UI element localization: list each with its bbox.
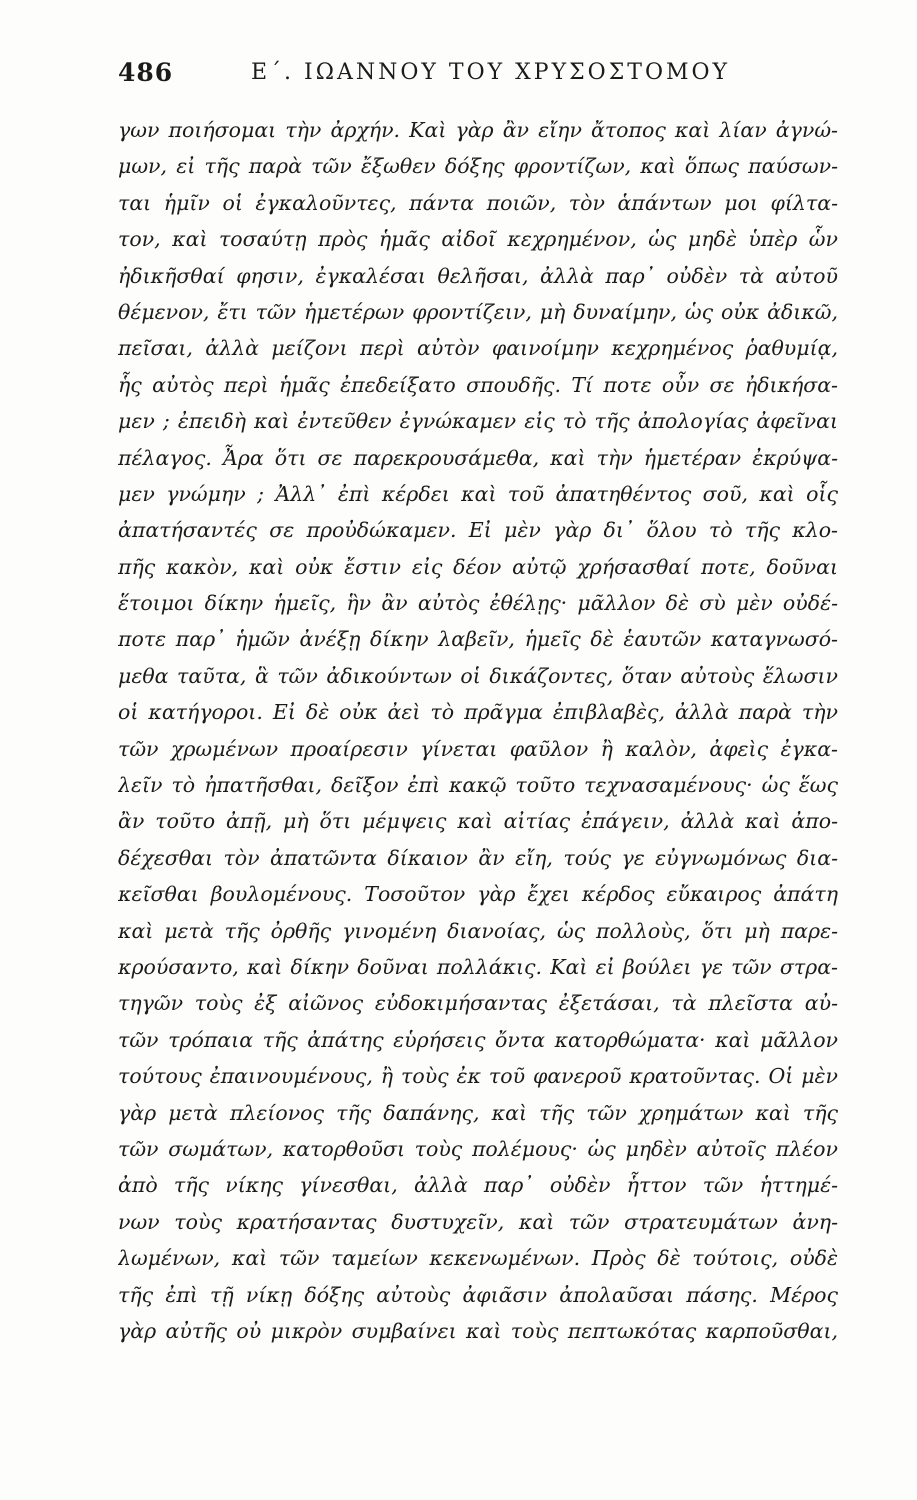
text-line: τῶν τρόπαια τῆς ἀπάτης εὑρήσεις ὄντα κατορθώματα· καὶ μᾶλλον [118,1027,838,1052]
page-number: 486 [118,58,174,87]
text-line: τῶν σωμάτων, κατορθοῦσι τοὺς πολέμους· ὡς μηδὲν αὐτοῖς πλέον [118,1136,838,1161]
text-line: γὰρ αὐτῆς οὐ μικρὸν συμβαίνει καὶ τοὺς πεπτωκότας καρποῦσθαι, [118,1318,838,1343]
text-line: ται ἡμῖν οἱ ἐγκαλοῦντες, πάντα ποιῶν, τὸν ἁπάντων μοι φίλτα- [118,190,838,215]
text-line: τῶν χρωμένων προαίρεσιν γίνεται φαῦλον ἢ καλὸν, ἀφεὶς ἐγκα- [118,736,838,761]
text-line: οἱ κατήγοροι. Εἰ δὲ οὐκ ἀεὶ τὸ πρᾶγμα ἐπιβλαβὲς, ἀλλὰ παρὰ τὴν [118,700,838,725]
text-line: καὶ μετὰ τῆς ὀρθῆς γινομένη διανοίας, ὡς πολλοὺς, ὅτι μὴ παρε- [118,918,838,943]
running-title: Ε΄. ΙΩΑΝΝΟΥ ΤΟΥ ΧΡΥΣΟΣΤΟΜΟΥ [251,60,731,85]
text-line: ἀπατήσαντές σε προὐδώκαμεν. Εἰ μὲν γὰρ δι᾽ ὅλου τὸ τῆς κλο- [118,518,838,543]
text-line: πέλαγος. Ἆρα ὅτι σε παρεκρουσάμεθα, καὶ τὴν ἡμετέραν ἐκρύψα- [118,445,838,470]
text-line: λωμένων, καὶ τῶν ταμείων κεκενωμένων. Πρὸς δὲ τούτοις, οὐδὲ [118,1246,838,1271]
text-line: μεθα ταῦτα, ἃ τῶν ἀδικούντων οἱ δικάζοντες, ὅταν αὐτοὺς ἕλωσιν [118,663,838,688]
text-line: ἕτοιμοι δίκην ἡμεῖς, ἣν ἂν αὐτὸς ἐθέλῃς· μᾶλλον δὲ σὺ μὲν οὐδέ- [118,591,838,616]
text-line: νων τοὺς κρατήσαντας δυστυχεῖν, καὶ τῶν στρατευμάτων ἀνη- [118,1209,838,1234]
body-text [118,112,838,1349]
text-line: ποτε παρ᾽ ἡμῶν ἀνέξῃ δίκην λαβεῖν, ἡμεῖς δὲ ἑαυτῶν καταγνωσό- [118,627,838,652]
text-line: μων, εἰ τῆς παρὰ τῶν ἔξωθεν δόξης φροντίζων, καὶ ὅπως παύσων- [118,154,838,179]
text-line: μεν ; ἐπειδὴ καὶ ἐντεῦθεν ἐγνώκαμεν εἰς τὸ τῆς ἀπολογίας ἀφεῖναι [118,409,838,434]
text-line: ἧς αὐτὸς περὶ ἡμᾶς ἐπεδείξατο σπουδῆς. Τί ποτε οὖν σε ἠδικήσα- [118,372,838,397]
text-line: λεῖν τὸ ἠπατῆσθαι, δεῖξον ἐπὶ κακῷ τοῦτο τεχνασαμένους· ὡς ἕως [118,773,838,798]
text-line: ἠδικῆσθαί φησιν, ἐγκαλέσαι θελῆσαι, ἀλλὰ παρ᾽ οὐδὲν τὰ αὐτοῦ [118,263,838,288]
text-line: τούτους ἐπαινουμένους, ἢ τοὺς ἐκ τοῦ φανεροῦ κρατοῦντας. Οἱ μὲν [118,1064,838,1089]
text-line: γων ποιήσομαι τὴν ἀρχήν. Καὶ γὰρ ἂν εἴην ἄτοπος καὶ λίαν ἀγνώ- [118,118,838,142]
text-line: πῆς κακὸν, καὶ οὐκ ἔστιν εἰς δέον αὐτῷ χρήσασθαί ποτε, δοῦναι [118,554,838,579]
text-line: δέχεσθαι τὸν ἀπατῶντα δίκαιον ἂν εἴη, τούς γε εὐγνωμόνως δια- [118,845,838,870]
text-line: πεῖσαι, ἀλλὰ μείζονι περὶ αὐτὸν φαινοίμην κεχρημένος ῥαθυμίᾳ, [118,336,838,361]
page-header [118,58,833,98]
text-line: κεῖσθαι βουλομένους. Τοσοῦτον γὰρ ἔχει κέρδος εὔκαιρος ἀπάτη [118,882,838,907]
text-line: τον, καὶ τοσαύτῃ πρὸς ἡμᾶς αἰδοῖ κεχρημένον, ὡς μηδὲ ὑπὲρ ὧν [118,227,838,252]
text-line: τῆς ἐπὶ τῇ νίκῃ δόξης αὐτοὺς ἀφιᾶσιν ἀπολαῦσαι πάσης. Μέρος [118,1282,838,1307]
text-line: τηγῶν τοὺς ἐξ αἰῶνος εὐδοκιμήσαντας ἐξετάσαι, τὰ πλεῖστα αὐ- [118,991,838,1016]
text-line: ἀπὸ τῆς νίκης γίνεσθαι, ἀλλὰ παρ᾽ οὐδὲν ἧττον τῶν ἡττημέ- [118,1173,838,1198]
text-line: μεν γνώμην ; Ἀλλ᾽ ἐπὶ κέρδει καὶ τοῦ ἀπατηθέντος σοῦ, καὶ οἷς [118,481,838,506]
text-line: ἂν τοῦτο ἀπῇ, μὴ ὅτι μέμψεις καὶ αἰτίας ἐπάγειν, ἀλλὰ καὶ ἀπο- [118,809,838,834]
text-line: κρούσαντο, καὶ δίκην δοῦναι πολλάκις. Καὶ εἰ βούλει γε τῶν στρα- [118,954,838,979]
text-line: θέμενον, ἔτι τῶν ἡμετέρων φροντίζειν, μὴ δυναίμην, ὡς οὐκ ἀδικῶ, [118,299,838,324]
text-line: γὰρ μετὰ πλείονος τῆς δαπάνης, καὶ τῆς τῶν χρημάτων καὶ τῆς [118,1100,838,1125]
